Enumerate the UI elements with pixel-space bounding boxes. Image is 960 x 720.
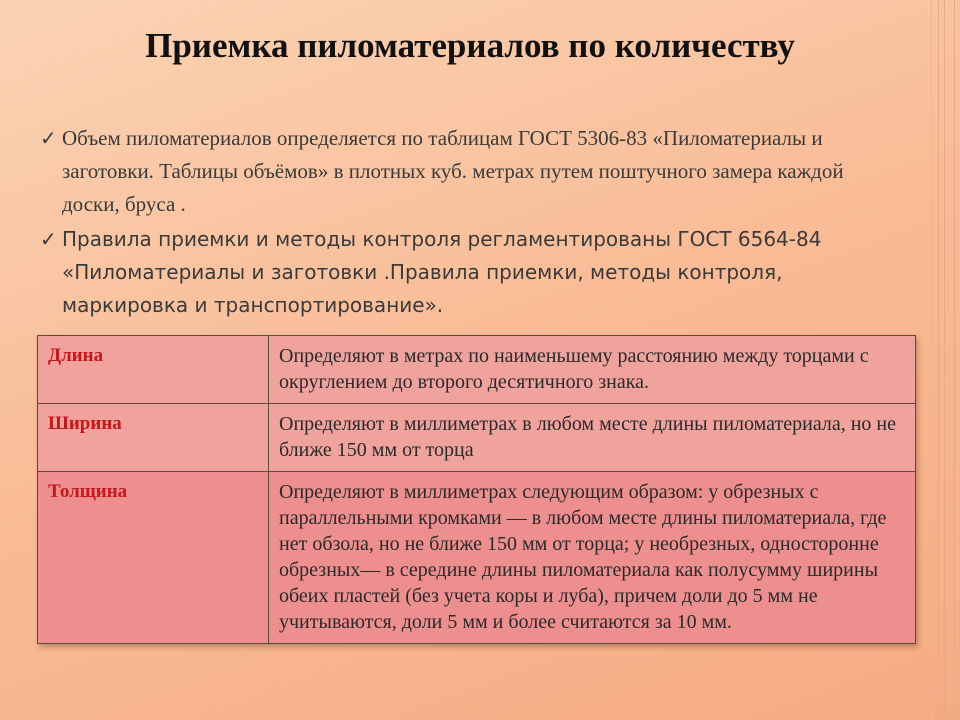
edge-line [938,0,939,720]
bullet-text: Объем пиломатериалов определяется по таблицам ГОСТ 5306-83 «Пиломатериалы и заготовки. Таблицы объёмов» в плотных куб. метрах путем поштучного замера каждой доски, бруса . [62,126,844,216]
checkmark-icon: ✓ [40,227,57,251]
slide-edge-decoration [931,0,960,720]
table-row [38,472,916,644]
term-cell: Ширина [38,404,269,472]
bullet-item [40,223,890,322]
bullet-list [40,122,890,324]
bullet-text: Правила приемки и методы контроля регламентированы ГОСТ 6564-84 «Пиломатериалы и заготовки .Правила приемки, методы контроля, маркировка и транспортирование». [62,227,822,317]
term-cell: Толщина [38,472,269,644]
table-row [38,404,916,472]
description-cell: Определяют в миллиметрах в любом месте длины пиломатериала, но не ближе 150 мм от торца [269,404,916,472]
description-cell: Определяют в миллиметрах следующим образом: у обрезных с параллельными кромками — в любом месте длины пиломатериала, где нет обзола, но не ближе 150 мм от торца; у необрезных, односторонне обрезных— в середине длины пиломатериала как полусумму ширины обеих пластей (без учета коры и луба), причем доли до 5 мм не учитываются, доли 5 мм и более считаются за 10 мм. [269,472,916,644]
term-cell: Длина [38,336,269,404]
edge-line [954,0,955,720]
checkmark-icon: ✓ [40,126,57,150]
description-cell: Определяют в метрах по наименьшему расстоянию между торцами с округлением до второго десятичного знака. [269,336,916,404]
slide-title: Приемка пиломатериалов по количеству [145,26,795,65]
edge-line [944,0,945,720]
bullet-item [40,122,890,221]
measurement-table [37,335,916,644]
table-row [38,336,916,404]
